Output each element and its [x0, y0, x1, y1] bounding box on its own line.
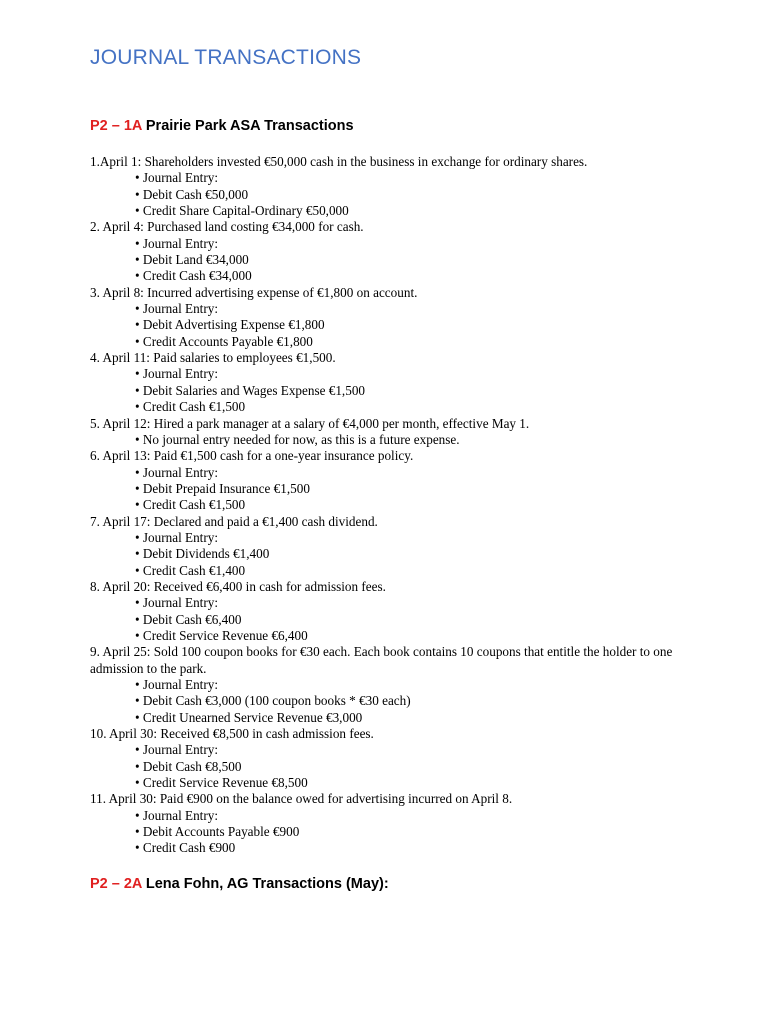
section-heading-p2-2a: [90, 876, 389, 892]
journal-entry-line: • Debit Cash €3,000 (100 coupon books * €30 each): [135, 693, 411, 709]
journal-entry-line: • Debit Advertising Expense €1,800: [135, 317, 325, 333]
journal-entry-line: • Journal Entry:: [135, 170, 218, 186]
journal-entry-line: • Debit Cash €50,000: [135, 186, 249, 202]
journal-entry-line: • Journal Entry:: [135, 677, 218, 692]
journal-entry-line: • Journal Entry:: [135, 464, 218, 480]
transaction-item: [90, 448, 690, 513]
journal-entry-line: • Debit Prepaid Insurance €1,500: [135, 480, 310, 496]
transaction-description: 8. April 20: Received €6,400 in cash for admission fees.: [90, 578, 386, 594]
journal-entry-line: • Journal Entry:: [135, 807, 218, 823]
journal-entry-line: • Debit Cash €8,500: [135, 758, 242, 774]
transaction-description: 7. April 17: Declared and paid a €1,400 cash dividend.: [90, 513, 378, 529]
journal-entry-line: • Debit Land €34,000: [135, 252, 249, 268]
journal-entry-line: • No journal entry needed for now, as this is a future expense.: [135, 431, 460, 447]
journal-entry-line: • Journal Entry:: [135, 529, 218, 545]
journal-entry-line: • Credit Cash €1,500: [135, 399, 246, 415]
journal-entry-line: • Debit Salaries and Wages Expense €1,500: [135, 382, 366, 398]
transaction-item: [90, 219, 690, 284]
section-title: Prairie Park ASA Transactions: [145, 118, 354, 134]
journal-entry-line: • Credit Accounts Payable €1,800: [135, 333, 313, 349]
transaction-item: [90, 726, 690, 791]
journal-entry-line: • Credit Share Capital-Ordinary €50,000: [135, 203, 349, 219]
journal-entry-line: • Journal Entry:: [135, 595, 218, 611]
journal-entry-line: • Credit Cash €34,000: [135, 268, 252, 284]
transaction-description: 5. April 12: Hired a park manager at a salary of €4,000 per month, effective May 1.: [90, 415, 530, 431]
transaction-list: [90, 154, 690, 857]
transaction-item: [90, 154, 690, 219]
section-heading-p2-1a: [90, 118, 354, 134]
journal-entry-line: • Debit Cash €6,400: [135, 611, 242, 627]
transaction-description: 4. April 11: Paid salaries to employees €1,500.: [90, 350, 336, 366]
transaction-description: 9. April 25: Sold 100 coupon books for €30 each. Each book contains 10 coupons that entitle the holder to one admission to the park.: [90, 644, 673, 676]
transaction-item: [90, 514, 690, 579]
section-code: P2 – 1A: [90, 118, 142, 134]
journal-entry-line: • Credit Service Revenue €6,400: [135, 627, 308, 643]
section-code: P2 – 2A: [90, 876, 142, 892]
journal-entry-line: • Journal Entry:: [135, 742, 218, 758]
journal-entry-line: • Credit Cash €1,400: [135, 562, 246, 578]
journal-entry-line: • Journal Entry:: [135, 366, 218, 382]
transaction-description: 1.April 1: Shareholders invested €50,000 cash in the business in exchange for ordinary shares.: [90, 154, 588, 169]
document-title: JOURNAL TRANSACTIONS: [90, 46, 362, 69]
transaction-item: [90, 644, 690, 726]
journal-entry-line: • Debit Dividends €1,400: [135, 546, 270, 562]
journal-entry-line: • Credit Cash €1,500: [135, 497, 246, 513]
transaction-item: [90, 416, 690, 449]
transaction-description: 11. April 30: Paid €900 on the balance owed for advertising incurred on April 8.: [90, 791, 513, 807]
transaction-item: [90, 579, 690, 644]
journal-entry-line: • Debit Accounts Payable €900: [135, 824, 300, 840]
journal-entry-line: • Credit Cash €900: [135, 840, 236, 856]
transaction-item: [90, 285, 690, 350]
transaction-item: [90, 350, 690, 415]
transaction-description: 2. April 4: Purchased land costing €34,000 for cash.: [90, 219, 364, 235]
journal-entry-line: • Journal Entry:: [135, 301, 218, 317]
journal-entry-line: • Credit Service Revenue €8,500: [135, 775, 308, 791]
journal-entry-line: • Journal Entry:: [135, 235, 218, 251]
transaction-item: [90, 791, 690, 856]
journal-entry-line: • Credit Unearned Service Revenue €3,000: [135, 709, 363, 725]
transaction-description: 10. April 30: Received €8,500 in cash admission fees.: [90, 726, 374, 742]
transaction-description: 3. April 8: Incurred advertising expense of €1,800 on account.: [90, 284, 418, 300]
transaction-description: 6. April 13: Paid €1,500 cash for a one-year insurance policy.: [90, 448, 414, 464]
section-title: Lena Fohn, AG Transactions (May):: [145, 876, 389, 892]
